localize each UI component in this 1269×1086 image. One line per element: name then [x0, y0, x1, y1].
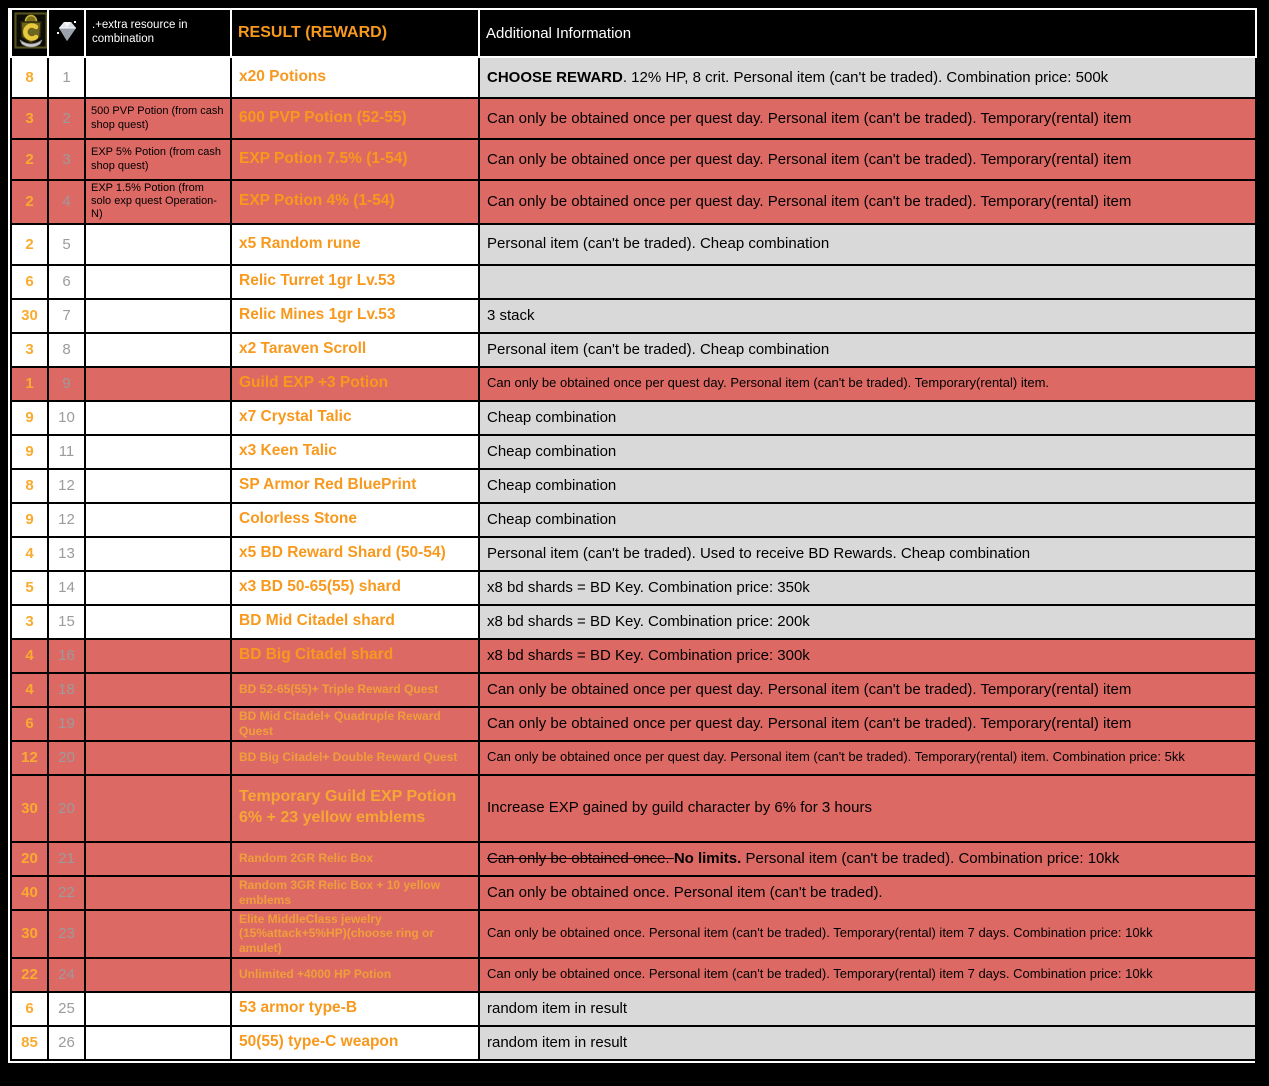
table-row	[11, 139, 1256, 180]
extra-resource-cell	[85, 435, 231, 469]
extra-resource-cell: EXP 5% Potion (from cash shop quest)	[85, 139, 231, 180]
row-number-cell: 22	[48, 876, 85, 910]
table-header	[11, 9, 1256, 57]
row-number-cell: 6	[48, 265, 85, 299]
extra-resource-cell	[85, 469, 231, 503]
gold-quantity-cell: 12	[11, 741, 48, 775]
result-reward-cell: Colorless Stone	[231, 503, 479, 537]
info-text-segment: Increase EXP gained by guild character by 6% for 3 hours	[487, 799, 872, 817]
gold-quantity-cell: 4	[11, 537, 48, 571]
table-row	[11, 605, 1256, 639]
extra-resource-cell	[85, 299, 231, 333]
gold-quantity-cell: 2	[11, 139, 48, 180]
table-row	[11, 98, 1256, 139]
extra-resource-cell	[85, 265, 231, 299]
row-number-cell: 1	[48, 57, 85, 98]
header-gold-column	[11, 9, 48, 57]
result-reward-cell: 50(55) type-C weapon	[231, 1026, 479, 1060]
extra-resource-cell	[85, 992, 231, 1026]
result-reward-cell: Relic Mines 1gr Lv.53	[231, 299, 479, 333]
table-row	[11, 741, 1256, 775]
additional-info-cell	[479, 367, 1256, 401]
row-number-cell: 4	[48, 180, 85, 224]
header-extra-resource: .+extra resource in combination	[85, 9, 231, 57]
row-number-cell: 10	[48, 401, 85, 435]
extra-resource-cell	[85, 1026, 231, 1060]
table-row	[11, 333, 1256, 367]
info-text-segment: x8 bd shards = BD Key. Combination price: 200k	[487, 612, 810, 630]
additional-info-cell	[479, 992, 1256, 1026]
result-reward-cell: x7 Crystal Talic	[231, 401, 479, 435]
additional-info-cell	[479, 265, 1256, 299]
additional-info-cell	[479, 469, 1256, 503]
row-number-cell: 24	[48, 958, 85, 992]
result-reward-cell: BD Mid Citadel+ Quadruple Reward Quest	[231, 707, 479, 741]
row-number-cell: 12	[48, 503, 85, 537]
info-text-segment: Can only be obtained once per quest day. Personal item (can't be traded). Temporary(rental) item.	[487, 375, 1050, 391]
extra-resource-cell	[85, 503, 231, 537]
extra-resource-cell	[85, 571, 231, 605]
table-row	[11, 571, 1256, 605]
table-row	[11, 775, 1256, 842]
row-number-cell: 14	[48, 571, 85, 605]
additional-info-cell	[479, 333, 1256, 367]
table-row	[11, 469, 1256, 503]
extra-resource-cell: EXP 1.5% Potion (from solo exp quest Operation-N)	[85, 180, 231, 224]
result-reward-cell: BD Mid Citadel shard	[231, 605, 479, 639]
extra-resource-cell: 500 PVP Potion (from cash shop quest)	[85, 98, 231, 139]
info-text-segment: Personal item (can't be traded). Cheap combination	[487, 340, 830, 358]
additional-info-cell	[479, 605, 1256, 639]
table-row	[11, 992, 1256, 1026]
row-number-cell: 3	[48, 139, 85, 180]
result-reward-cell: x20 Potions	[231, 57, 479, 98]
extra-resource-cell	[85, 958, 231, 992]
gold-quantity-cell: 2	[11, 180, 48, 224]
info-text-segment: Can only be obtained once per quest day. Personal item (can't be traded). Temporary(rental) item	[487, 193, 1132, 211]
gold-quantity-cell: 40	[11, 876, 48, 910]
additional-info-cell	[479, 299, 1256, 333]
row-number-cell: 20	[48, 741, 85, 775]
result-reward-cell: SP Armor Red BluePrint	[231, 469, 479, 503]
info-text-segment: Can only be obtained once per quest day. Personal item (can't be traded). Temporary(rental) item	[487, 714, 1132, 732]
table-row	[11, 299, 1256, 333]
table-row	[11, 1026, 1256, 1060]
result-reward-cell: 600 PVP Potion (52-55)	[231, 98, 479, 139]
extra-resource-cell	[85, 57, 231, 98]
info-text-segment: Cheap combination	[487, 408, 617, 426]
gold-quantity-cell: 3	[11, 333, 48, 367]
result-reward-cell: Random 2GR Relic Box	[231, 842, 479, 876]
result-reward-cell: x2 Taraven Scroll	[231, 333, 479, 367]
table-body	[11, 57, 1256, 1060]
result-reward-cell: Random 3GR Relic Box + 10 yellow emblems	[231, 876, 479, 910]
gold-quantity-cell: 4	[11, 639, 48, 673]
table-row	[11, 639, 1256, 673]
info-text-segment: Personal item (can't be traded). Combination price: 10kk	[741, 849, 1120, 867]
row-number-cell: 5	[48, 224, 85, 265]
gold-quantity-cell: 3	[11, 605, 48, 639]
row-number-cell: 15	[48, 605, 85, 639]
info-text-segment: No limits.	[673, 849, 742, 867]
additional-info-cell	[479, 639, 1256, 673]
gold-emblem-icon	[14, 12, 48, 49]
table-row	[11, 57, 1256, 98]
row-number-cell: 13	[48, 537, 85, 571]
result-reward-cell: Elite MiddleClass jewelry (15%attack+5%HP)(choose ring or amulet)	[231, 910, 479, 958]
gold-quantity-cell: 4	[11, 673, 48, 707]
info-text-segment: . 12% HP, 8 crit. Personal item (can't be traded). Combination price: 500k	[622, 68, 1109, 86]
additional-info-cell	[479, 876, 1256, 910]
row-number-cell: 21	[48, 842, 85, 876]
result-reward-cell: Unlimited +4000 HP Potion	[231, 958, 479, 992]
info-text-segment: x8 bd shards = BD Key. Combination price: 300k	[487, 646, 810, 664]
additional-info-cell	[479, 98, 1256, 139]
info-text-segment: Cheap combination	[487, 476, 617, 494]
additional-info-cell	[479, 1026, 1256, 1060]
gold-quantity-cell: 9	[11, 401, 48, 435]
additional-info-cell	[479, 537, 1256, 571]
info-text-segment: Can only be obtained once per quest day. Personal item (can't be traded). Temporary(rental) item	[487, 109, 1132, 127]
table-outer-border	[8, 8, 1255, 1063]
extra-resource-cell	[85, 910, 231, 958]
table-row	[11, 958, 1256, 992]
gold-quantity-cell: 8	[11, 57, 48, 98]
info-text-segment: x8 bd shards = BD Key. Combination price: 350k	[487, 578, 810, 596]
additional-info-cell	[479, 503, 1256, 537]
table-row	[11, 401, 1256, 435]
table-row	[11, 910, 1256, 958]
info-text-segment: Can only be obtained once. Personal item (can't be traded). Temporary(rental) item 7 days. Combination price: 10kk	[487, 966, 1153, 982]
info-text-segment: Can only be obtained once.	[487, 849, 674, 867]
table-row	[11, 265, 1256, 299]
info-text-segment: random item in result	[487, 999, 628, 1017]
gold-quantity-cell: 5	[11, 571, 48, 605]
gold-quantity-cell: 30	[11, 775, 48, 842]
additional-info-cell	[479, 401, 1256, 435]
info-text-segment: Cheap combination	[487, 442, 617, 460]
row-number-cell: 20	[48, 775, 85, 842]
row-number-cell: 19	[48, 707, 85, 741]
row-number-cell: 11	[48, 435, 85, 469]
gold-quantity-cell: 8	[11, 469, 48, 503]
gold-quantity-cell: 20	[11, 842, 48, 876]
gold-quantity-cell: 30	[11, 299, 48, 333]
additional-info-cell	[479, 707, 1256, 741]
gold-quantity-cell: 1	[11, 367, 48, 401]
table-row	[11, 842, 1256, 876]
gold-quantity-cell: 2	[11, 224, 48, 265]
info-text-segment: Can only be obtained once per quest day. Personal item (can't be traded). Temporary(rental) item	[487, 680, 1132, 698]
extra-resource-cell	[85, 741, 231, 775]
row-number-cell: 26	[48, 1026, 85, 1060]
info-text-segment: Can only be obtained once. Personal item (can't be traded).	[487, 883, 883, 901]
extra-resource-cell	[85, 876, 231, 910]
gold-quantity-cell: 6	[11, 992, 48, 1026]
result-reward-cell: Temporary Guild EXP Potion 6% + 23 yellow emblems	[231, 775, 479, 842]
row-number-cell: 23	[48, 910, 85, 958]
info-text-segment: Can only be obtained once. Personal item (can't be traded). Temporary(rental) item 7 days. Combination price: 10kk	[487, 925, 1153, 941]
extra-resource-cell	[85, 401, 231, 435]
extra-resource-cell	[85, 367, 231, 401]
result-reward-cell: BD Big Citadel shard	[231, 639, 479, 673]
additional-info-cell	[479, 224, 1256, 265]
additional-info-cell	[479, 673, 1256, 707]
table-row	[11, 707, 1256, 741]
info-text-segment: CHOOSE REWARD	[487, 68, 623, 86]
info-text-segment: random item in result	[487, 1033, 628, 1051]
gold-quantity-cell: 6	[11, 265, 48, 299]
row-number-cell: 9	[48, 367, 85, 401]
additional-info-cell	[479, 741, 1256, 775]
additional-info-cell	[479, 57, 1256, 98]
result-reward-cell: BD Big Citadel+ Double Reward Quest	[231, 741, 479, 775]
additional-info-cell	[479, 958, 1256, 992]
gold-quantity-cell: 9	[11, 503, 48, 537]
result-reward-cell: x3 BD 50-65(55) shard	[231, 571, 479, 605]
gold-quantity-cell: 22	[11, 958, 48, 992]
gold-quantity-cell: 30	[11, 910, 48, 958]
info-text-segment: Can only be obtained once per quest day. Personal item (can't be traded). Temporary(rental) item. Combination price: 5kk	[487, 749, 1185, 765]
extra-resource-cell	[85, 775, 231, 842]
info-text-segment: 3 stack	[487, 306, 535, 324]
table-row	[11, 876, 1256, 910]
extra-resource-cell	[85, 333, 231, 367]
gold-quantity-cell: 3	[11, 98, 48, 139]
header-result-reward: RESULT (REWARD)	[231, 9, 479, 57]
extra-resource-cell	[85, 707, 231, 741]
row-number-cell: 25	[48, 992, 85, 1026]
table-row	[11, 224, 1256, 265]
table-row	[11, 503, 1256, 537]
row-number-cell: 8	[48, 333, 85, 367]
result-reward-cell: BD 52-65(55)+ Triple Reward Quest	[231, 673, 479, 707]
header-additional-information: Additional Information	[479, 9, 1256, 57]
extra-resource-cell	[85, 537, 231, 571]
result-reward-cell: EXP Potion 4% (1-54)	[231, 180, 479, 224]
result-reward-cell: x3 Keen Talic	[231, 435, 479, 469]
info-text-segment: Personal item (can't be traded). Used to receive BD Rewards. Cheap combination	[487, 544, 1031, 562]
additional-info-cell	[479, 435, 1256, 469]
table-row	[11, 673, 1256, 707]
additional-info-cell	[479, 910, 1256, 958]
info-text-segment: Cheap combination	[487, 510, 617, 528]
additional-info-cell	[479, 842, 1256, 876]
extra-resource-cell	[85, 673, 231, 707]
row-number-cell: 12	[48, 469, 85, 503]
info-text-segment: Personal item (can't be traded). Cheap combination	[487, 235, 830, 253]
diamond-gem-icon	[54, 19, 80, 43]
extra-resource-cell	[85, 224, 231, 265]
reward-table	[10, 8, 1257, 1061]
extra-resource-cell	[85, 605, 231, 639]
table-row	[11, 180, 1256, 224]
additional-info-cell	[479, 571, 1256, 605]
result-reward-cell: Relic Turret 1gr Lv.53	[231, 265, 479, 299]
table-row	[11, 435, 1256, 469]
table-row	[11, 367, 1256, 401]
header-row	[11, 9, 1256, 57]
row-number-cell: 7	[48, 299, 85, 333]
table-row	[11, 537, 1256, 571]
result-reward-cell: x5 BD Reward Shard (50-54)	[231, 537, 479, 571]
gold-quantity-cell: 85	[11, 1026, 48, 1060]
row-number-cell: 2	[48, 98, 85, 139]
header-gem-column	[48, 9, 85, 57]
extra-resource-cell	[85, 842, 231, 876]
result-reward-cell: x5 Random rune	[231, 224, 479, 265]
extra-resource-cell	[85, 639, 231, 673]
row-number-cell: 18	[48, 673, 85, 707]
gold-quantity-cell: 6	[11, 707, 48, 741]
gold-quantity-cell: 9	[11, 435, 48, 469]
row-number-cell: 16	[48, 639, 85, 673]
additional-info-cell	[479, 139, 1256, 180]
result-reward-cell: 53 armor type-B	[231, 992, 479, 1026]
additional-info-cell	[479, 775, 1256, 842]
result-reward-cell: EXP Potion 7.5% (1-54)	[231, 139, 479, 180]
additional-info-cell	[479, 180, 1256, 224]
result-reward-cell: Guild EXP +3 Potion	[231, 367, 479, 401]
info-text-segment: Can only be obtained once per quest day. Personal item (can't be traded). Temporary(rental) item	[487, 150, 1132, 168]
